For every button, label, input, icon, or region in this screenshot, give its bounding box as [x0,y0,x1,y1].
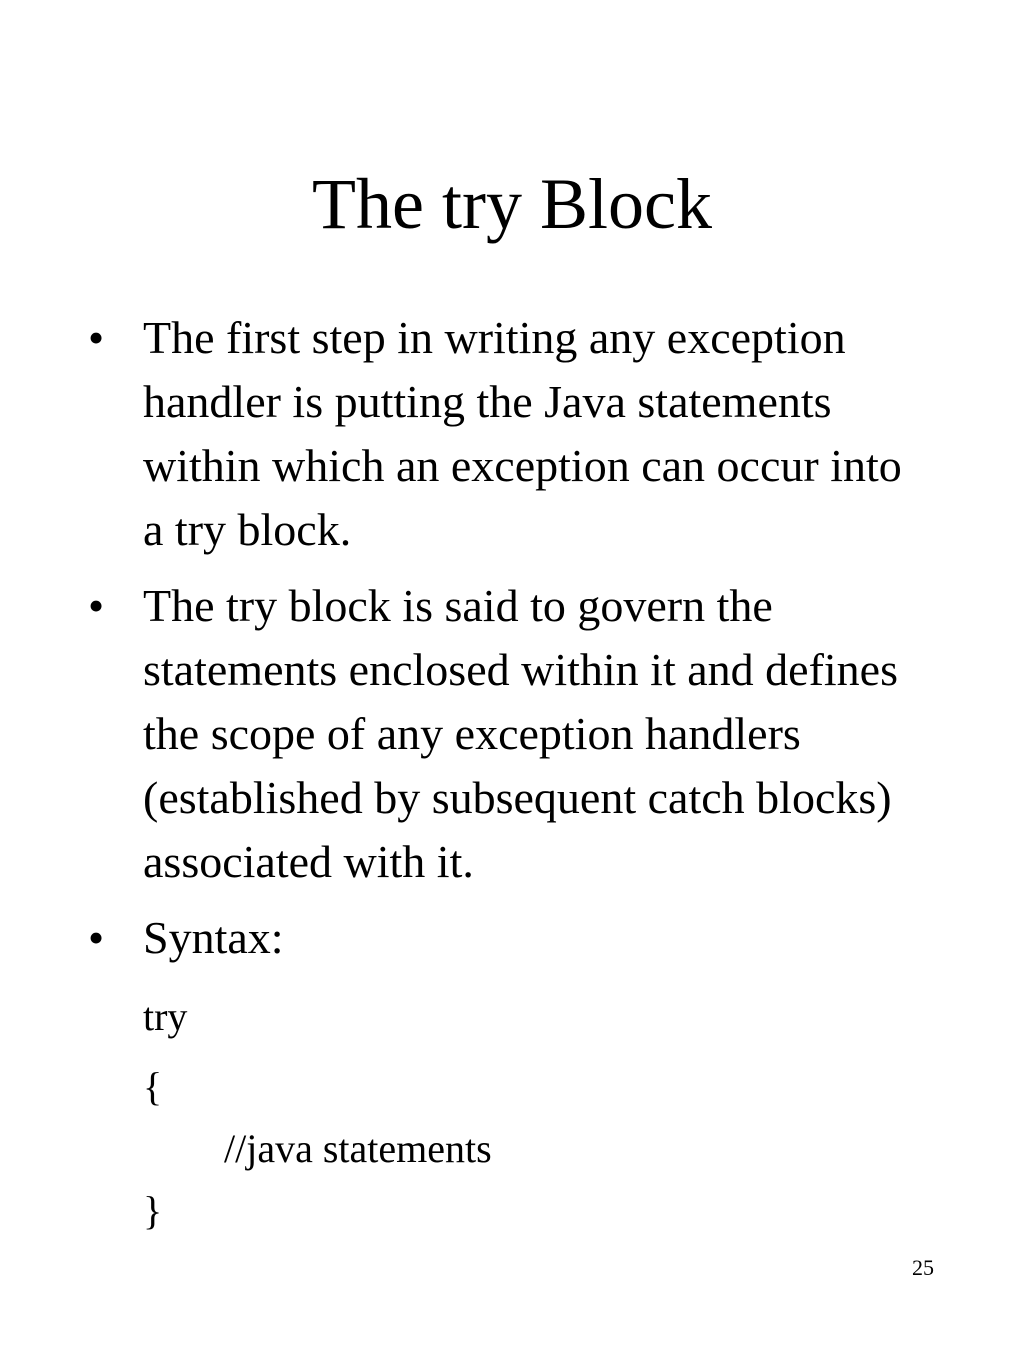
code-line-comment: //java statements [224,1126,492,1171]
page-number: 25 [912,1255,934,1280]
bullet-marker: • [88,312,105,363]
bullet-list [0,306,1024,982]
code-line-open-brace: { [143,1064,163,1109]
bullet-text: Syntax: [143,912,284,963]
bullet-text: The try block is said to govern the statements enclosed within it and defines the scope of any exception handlers (established by subsequent catch blocks) associated with it. [143,580,898,887]
code-line-close-brace: } [143,1188,163,1233]
bullet-marker: • [88,912,105,963]
bullet-text: The first step in writing any exception handler is putting the Java statements within which an exception can occur into a try block. [143,312,902,555]
bullet-item-try-block-scope [0,574,933,894]
code-line-try: try [143,994,188,1039]
slide-title: The try Block [312,164,712,244]
bullet-marker: • [88,580,105,631]
bullet-item-first-step [0,306,933,562]
bullet-item-syntax [0,906,933,970]
